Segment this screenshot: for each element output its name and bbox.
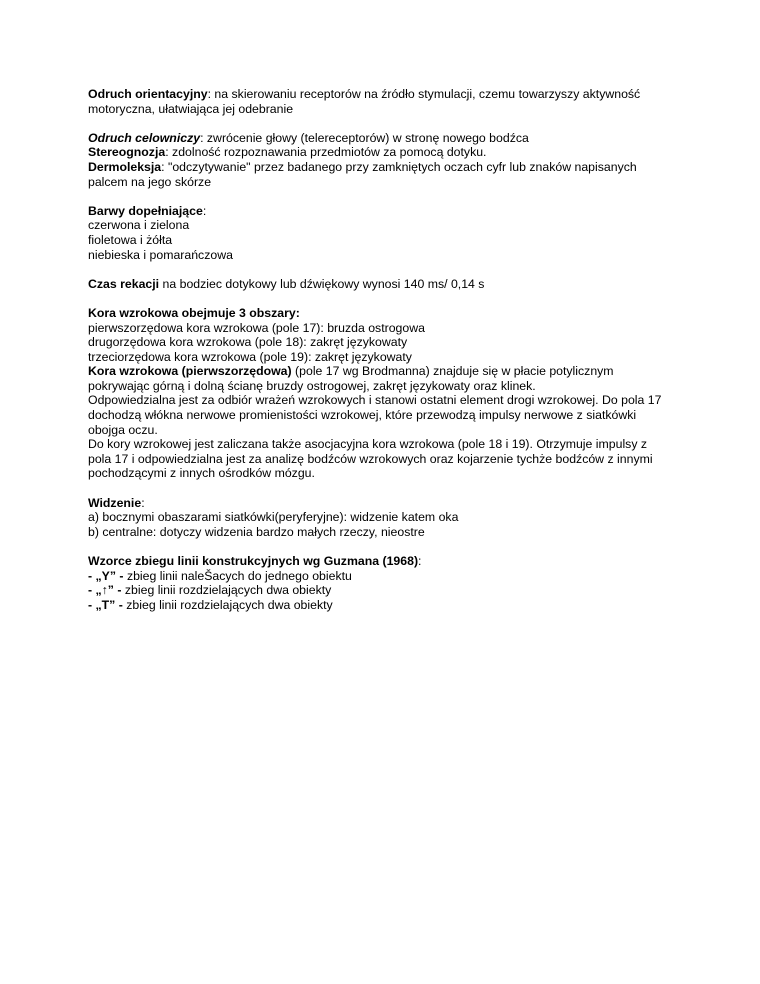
wzorce-heading: Wzorce zbiegu linii konstrukcyjnych wg Guzmana (1968) xyxy=(88,554,419,568)
widzenie-item: b) centralne: dotyczy widzenia bardzo małych rzeczy, nieostre xyxy=(88,524,425,539)
celowniczy-line xyxy=(88,131,678,146)
document-page xyxy=(88,87,678,612)
wzorce-colon: : xyxy=(418,554,422,568)
spacer xyxy=(88,189,678,204)
wzorce-item-prefix: - „↑” - xyxy=(88,583,122,598)
wzorce-item xyxy=(88,569,678,584)
wzorce-item-prefix: - „Y” - xyxy=(88,568,124,583)
wzorce-item xyxy=(88,598,678,613)
kora-primary-text-2: pokrywając górną i dolną ścianę bruzdy ostrogowej, zakręt językowaty oraz klinek. xyxy=(88,378,536,393)
czas-definition: na bodziec dotykowy lub dźwiękowy wynosi 140 ms/ 0,14 s xyxy=(159,276,485,291)
kora-primary-term: Kora wzrokowa (pierwszorzędowa) xyxy=(88,364,292,379)
stereognozja-line xyxy=(88,145,678,160)
czas-term: Czas rekacji xyxy=(88,276,160,291)
kora-item: drugorzędowa kora wzrokowa (pole 18): zakręt językowaty xyxy=(88,335,408,350)
kora-resp-line: dochodzą włókna nerwowe promienistości wzrokowej, które przewodzą impulsy nerwowe z siatkówki xyxy=(88,408,637,423)
barwy-heading-line xyxy=(88,204,678,219)
spacer xyxy=(88,539,678,554)
kora-assoc-line: pochodzącymi z innych ośrodków mózgu. xyxy=(88,466,315,481)
celowniczy-definition: : zwrócenie głowy (telereceptorów) w stronę nowego bodźca xyxy=(200,130,529,145)
dermoleksja-term: Dermoleksja xyxy=(88,159,162,174)
kora-primary-line-1 xyxy=(88,364,678,379)
wzorce-item-text: zbieg linii rozdzielających dwa obiekty xyxy=(121,583,332,598)
spacer xyxy=(88,116,678,131)
spacer xyxy=(88,291,678,306)
kora-resp-line: obojga oczu. xyxy=(88,422,158,437)
wzorce-item-text: zbieg linii rozdzielających dwa obiekty xyxy=(122,597,333,612)
wzorce-item xyxy=(88,583,678,598)
widzenie-heading: Widzenie xyxy=(88,495,142,510)
stereognozja-definition: : zdolność rozpoznawania przedmiotów za pomocą dotyku. xyxy=(165,145,487,160)
kora-resp-line: Odpowiedzialna jest za odbiór wrażeń wzrokowych i stanowi ostatni element drogi wzrokowej. Do pola 17 xyxy=(88,393,662,408)
kora-assoc-line: pola 17 i odpowiedzialna jest za analizę bodźców wzrokowych oraz kojarzenie tychże bodźców z innymi xyxy=(88,451,653,466)
orientacyjny-term: Odruch orientacyjny xyxy=(88,87,208,101)
widzenie-colon: : xyxy=(141,495,145,510)
spacer xyxy=(88,481,678,496)
dermoleksja-definition-1: : "odczytywanie" przez badanego przy zamkniętych oczach cyfr lub znaków napisanych xyxy=(161,159,637,174)
barwy-heading: Barwy dopełniające xyxy=(88,203,203,218)
wzorce-item-text: zbieg linii naleŠacych do jednego obiektu xyxy=(123,568,352,583)
barwy-item: fioletowa i żółta xyxy=(88,232,173,247)
kora-heading-text: Kora wzrokowa obejmuje 3 obszary: xyxy=(88,305,300,320)
dermoleksja-definition-2: palcem na jego skórze xyxy=(88,174,212,189)
widzenie-heading-line xyxy=(88,496,678,511)
spacer xyxy=(88,262,678,277)
kora-heading xyxy=(88,306,678,321)
wzorce-heading-line xyxy=(88,554,678,569)
kora-primary-text-1: (pole 17 wg Brodmanna) znajduje się w płacie potylicznym xyxy=(291,364,614,379)
wzorce-item-prefix: - „T” - xyxy=(88,597,123,612)
orientacyjny-line-1 xyxy=(88,87,678,102)
widzenie-item: a) bocznymi obaszarami siatkówki(peryferyjne): widzenie katem oka xyxy=(88,510,459,525)
kora-item: trzeciorzędowa kora wzrokowa (pole 19): zakręt językowaty xyxy=(88,349,412,364)
celowniczy-term: Odruch celowniczy xyxy=(88,130,201,145)
barwy-colon: : xyxy=(202,203,207,218)
orientacyjny-definition-2: motoryczna, ułatwiająca jej odebranie xyxy=(88,101,294,116)
barwy-item: czerwona i zielona xyxy=(88,218,190,233)
kora-item: pierwszorzędowa kora wzrokowa (pole 17): bruzda ostrogowa xyxy=(88,320,425,335)
dermoleksja-line-1 xyxy=(88,160,678,175)
kora-assoc-line: Do kory wzrokowej jest zaliczana także asocjacyjna kora wzrokowa (pole 18 i 19). Otrzymuje impulsy z xyxy=(88,437,648,452)
orientacyjny-definition-1: : na skierowaniu receptorów na źródło stymulacji, czemu towarzyszy aktywność xyxy=(207,87,641,101)
czas-line xyxy=(88,277,678,292)
stereognozja-term: Stereognozja xyxy=(88,145,166,160)
barwy-item: niebieska i pomarańczowa xyxy=(88,247,233,262)
